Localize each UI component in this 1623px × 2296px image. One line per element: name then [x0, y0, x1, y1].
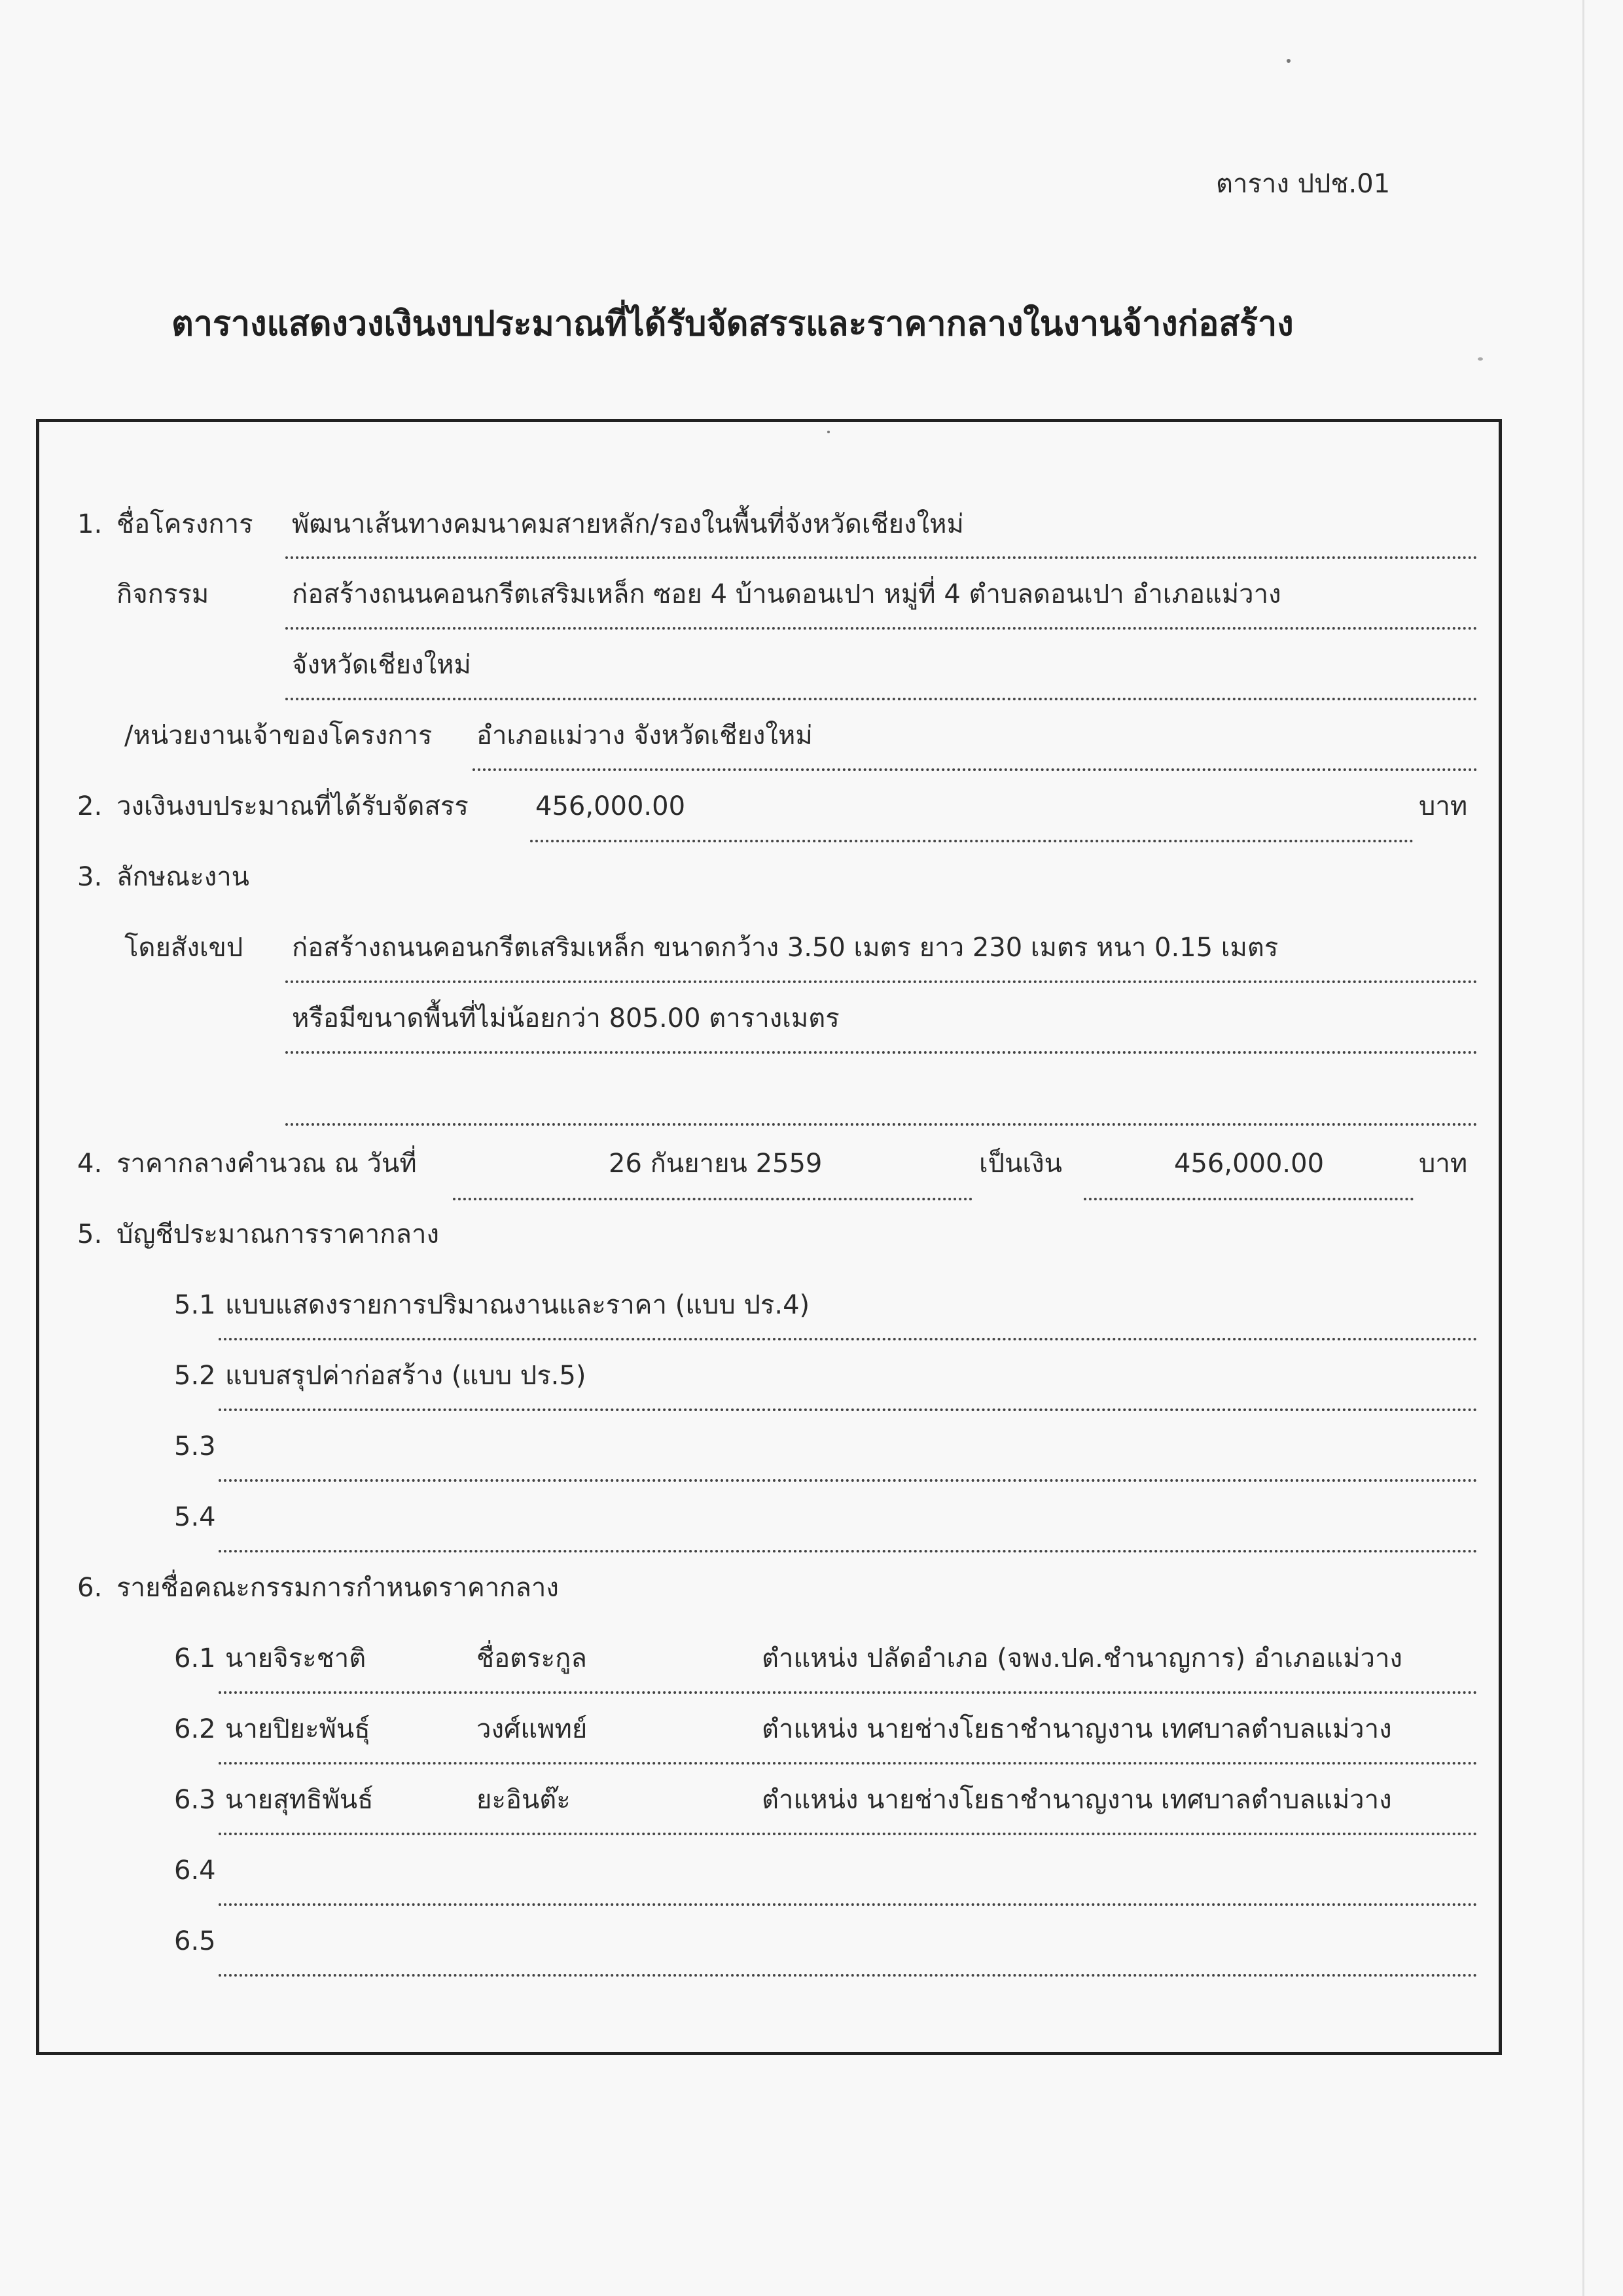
work-summary-line-3 — [285, 1123, 1478, 1126]
project-name-value: พัฒนาเส้นทางคมนาคมสายหลัก/รองในพื้นที่จังหวัดเชียงใหม่ — [292, 509, 964, 539]
committee-member-last-name: ชื่อตระกูล — [476, 1643, 587, 1674]
scan-speck — [1287, 59, 1291, 63]
estimate-item-line — [219, 1408, 1478, 1411]
estimate-item-number: 5.4 — [174, 1502, 216, 1532]
committee-member-last-name: ยะอินต๊ะ — [476, 1785, 571, 1815]
activity-value-line1: ก่อสร้างถนนคอนกรีตเสริมเหล็ก ซอย 4 บ้านดอนเปา หมู่ที่ 4 ตำบลดอนเปา อำเภอแม่วาง — [292, 579, 1281, 609]
budget-label: วงเงินงบประมาณที่ได้รับจัดสรร — [116, 791, 469, 821]
committee-member-line — [219, 1762, 1478, 1765]
form-code: ตาราง ปปช.01 — [1216, 169, 1391, 199]
section-2-number: 2. — [77, 791, 103, 821]
owner-agency-label: /หน่วยงานเจ้าของโครงการ — [124, 721, 433, 751]
owner-agency-line — [473, 768, 1478, 771]
median-price-amount-line — [1084, 1198, 1414, 1200]
committee-member-line — [219, 1691, 1478, 1694]
estimate-item-line — [219, 1550, 1478, 1552]
median-price-date: 26 กันยายน 2559 — [609, 1149, 823, 1179]
committee-member-first-name: นายสุทธิพันธ์ — [225, 1785, 374, 1815]
median-price-unit: บาท — [1419, 1149, 1468, 1179]
estimate-list-label: บัญชีประมาณการราคากลาง — [116, 1219, 439, 1249]
committee-member-number: 6.3 — [174, 1785, 216, 1815]
committee-member-line — [219, 1903, 1478, 1906]
committee-member-line — [219, 1833, 1478, 1835]
median-price-amount: 456,000.00 — [1174, 1149, 1325, 1179]
project-name-label: ชื่อโครงการ — [116, 509, 253, 539]
committee-member-last-name: วงศ์แพทย์ — [476, 1714, 588, 1744]
estimate-item-number: 5.3 — [174, 1431, 216, 1462]
scan-edge — [1582, 0, 1584, 2296]
section-3-number: 3. — [77, 862, 103, 892]
budget-line — [530, 840, 1414, 842]
work-summary-line-2 — [285, 1051, 1478, 1054]
committee-member-number: 6.1 — [174, 1643, 216, 1674]
median-price-label: ราคากลางคำนวณ ณ วันที่ — [116, 1149, 417, 1179]
committee-label: รายชื่อคณะกรรมการกำหนดราคากลาง — [116, 1573, 559, 1603]
estimate-item-number: 5.2 — [174, 1361, 216, 1391]
estimate-item-line — [219, 1479, 1478, 1482]
activity-value-line2: จังหวัดเชียงใหม่ — [292, 650, 471, 680]
activity-line-2 — [285, 698, 1478, 700]
budget-value: 456,000.00 — [535, 791, 686, 821]
committee-member-line — [219, 1974, 1478, 1977]
estimate-item-text: แบบแสดงรายการปริมาณงานและราคา (แบบ ปร.4) — [225, 1290, 810, 1320]
work-summary-line1: ก่อสร้างถนนคอนกรีตเสริมเหล็ก ขนาดกว้าง 3.50 เมตร ยาว 230 เมตร หนา 0.15 เมตร — [292, 933, 1279, 963]
budget-unit: บาท — [1419, 791, 1468, 821]
committee-member-position: ตำแหน่ง นายช่างโยธาชำนาญงาน เทศบาลตำบลแม่วาง — [762, 1785, 1392, 1815]
section-5-number: 5. — [77, 1219, 103, 1249]
committee-member-number: 6.4 — [174, 1856, 216, 1886]
scan-speck — [1478, 357, 1483, 361]
committee-member-first-name: นายจิระชาติ — [225, 1643, 366, 1674]
committee-member-position: ตำแหน่ง นายช่างโยธาชำนาญงาน เทศบาลตำบลแม่วาง — [762, 1714, 1392, 1744]
section-6-number: 6. — [77, 1573, 103, 1603]
project-name-line — [285, 556, 1478, 559]
estimate-item-line — [219, 1338, 1478, 1340]
estimate-item-number: 5.1 — [174, 1290, 216, 1320]
work-nature-label: ลักษณะงาน — [116, 862, 250, 892]
committee-member-first-name: นายปิยะพันธุ์ — [225, 1714, 370, 1744]
section-4-number: 4. — [77, 1149, 103, 1179]
committee-member-number: 6.2 — [174, 1714, 216, 1744]
activity-label: กิจกรรม — [116, 579, 209, 609]
document-title: ตารางแสดงวงเงินงบประมาณที่ได้รับจัดสรรและราคากลางในงานจ้างก่อสร้าง — [171, 304, 1294, 344]
estimate-item-text: แบบสรุปค่าก่อสร้าง (แบบ ปร.5) — [225, 1361, 586, 1391]
median-price-date-line — [453, 1198, 972, 1200]
median-price-amount-label: เป็นเงิน — [979, 1149, 1062, 1179]
owner-agency-value: อำเภอแม่วาง จังหวัดเชียงใหม่ — [476, 721, 813, 751]
committee-member-position: ตำแหน่ง ปลัดอำเภอ (จพง.ปค.ชำนาญการ) อำเภอแม่วาง — [762, 1643, 1402, 1674]
activity-line-1 — [285, 627, 1478, 630]
work-summary-label: โดยสังเขป — [124, 933, 243, 963]
work-summary-line2: หรือมีขนาดพื้นที่ไม่น้อยกว่า 805.00 ตารางเมตร — [292, 1003, 840, 1033]
section-1-number: 1. — [77, 509, 103, 539]
committee-member-number: 6.5 — [174, 1926, 216, 1956]
work-summary-line-1 — [285, 980, 1478, 983]
